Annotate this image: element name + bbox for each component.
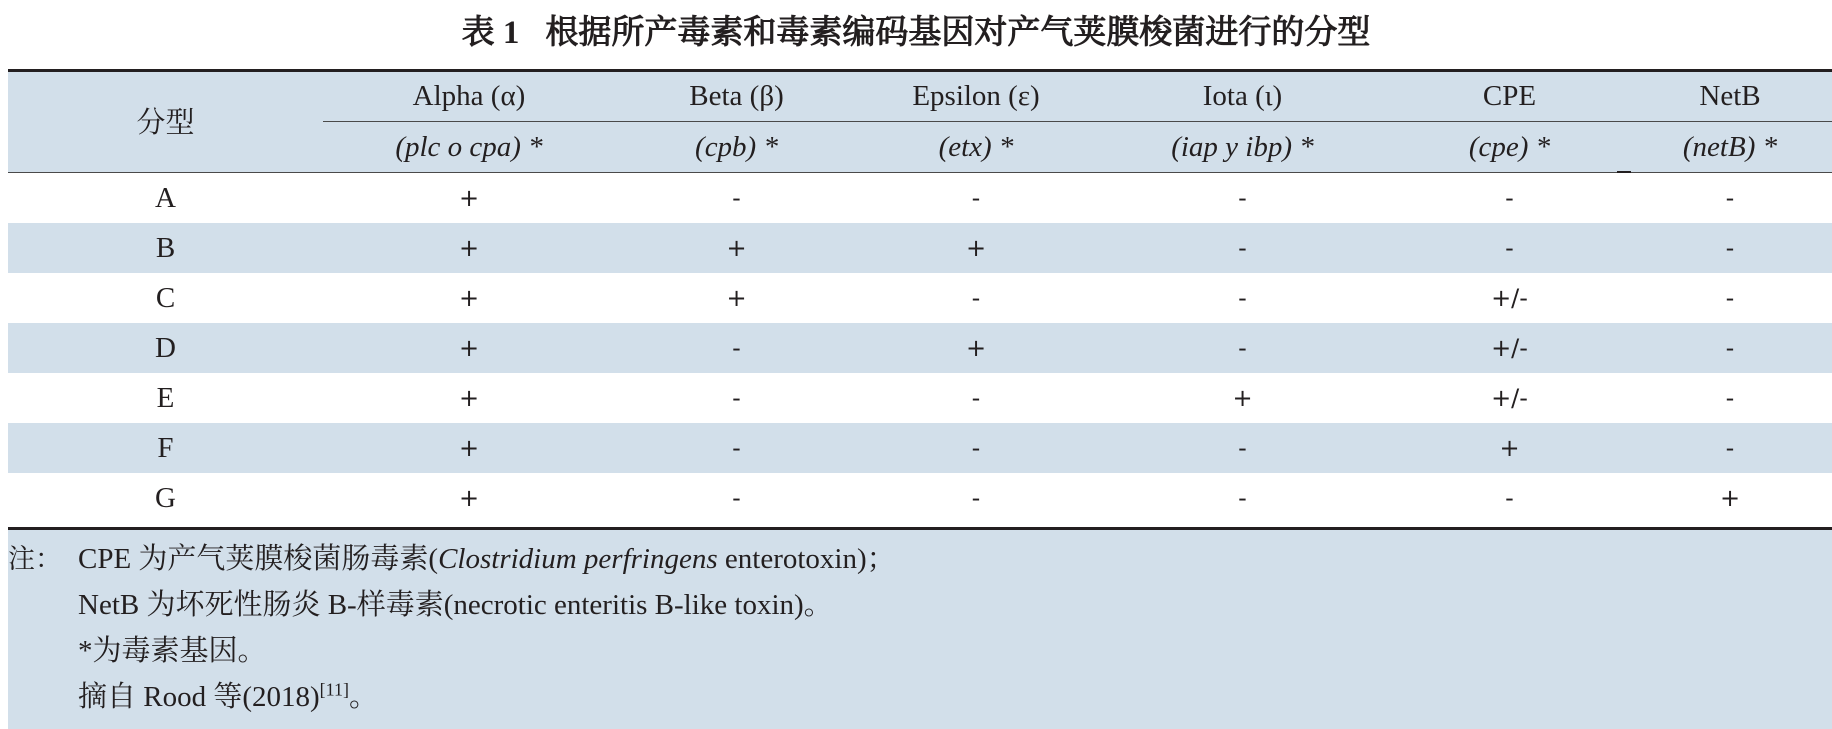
- table-cell: -: [615, 423, 858, 473]
- column-header-alpha: Alpha (α): [412, 80, 526, 112]
- column-gene-cpe: (cpe) *: [1468, 131, 1551, 163]
- column-gene-iota: (iap y ibp) *: [1171, 131, 1314, 163]
- row-type: C: [155, 281, 176, 314]
- table-cell: +: [858, 323, 1094, 373]
- note-line-cpe: [8, 536, 1808, 582]
- table-row: [8, 223, 1832, 273]
- row-type: E: [156, 381, 175, 414]
- table-cell: -: [732, 384, 741, 412]
- table-cell: -: [1094, 323, 1391, 373]
- table-cell: +: [1719, 484, 1741, 512]
- table-cell: +: [323, 223, 615, 273]
- table-cell: -: [615, 323, 858, 373]
- note-line-source: [8, 674, 1808, 720]
- note-species-name: Clostridium perfringens: [438, 543, 718, 575]
- table-cell: +: [1391, 423, 1628, 473]
- table-cell: -: [1094, 423, 1391, 473]
- row-type: G: [155, 481, 176, 514]
- table-cell: -: [1505, 184, 1514, 212]
- table-row: [8, 373, 1832, 423]
- table-cell: -: [1725, 284, 1735, 312]
- table-cell: +/-: [1491, 284, 1528, 312]
- table-cell: -: [1238, 284, 1247, 312]
- table-cell: +: [458, 184, 480, 212]
- table-cell: +/-: [1391, 323, 1628, 373]
- table-cell: +: [323, 323, 615, 373]
- note-source-text: 摘自 Rood 等(2018): [78, 681, 320, 713]
- table-cell: +: [1232, 384, 1253, 412]
- note-source-tail: 。: [349, 681, 379, 713]
- table-cell: +: [323, 423, 615, 473]
- column-gene-alpha: (plc o cpa) *: [395, 131, 543, 163]
- table-number: 表 1: [461, 15, 520, 51]
- note-gene-text: *为毒素基因。: [78, 635, 267, 667]
- table-row: [8, 423, 1832, 473]
- table-cell: +/-: [1491, 384, 1528, 412]
- note-line-netb: [8, 582, 1808, 628]
- table-cell: -: [971, 384, 981, 412]
- table-cell: -: [1725, 184, 1735, 212]
- note-netb-text: NetB 为坏死性肠炎 B-样毒素(necrotic enteritis B-like toxin)。: [78, 589, 833, 621]
- note-cpe-tail: enterotoxin)；: [717, 543, 896, 575]
- table-cell: +: [858, 223, 1094, 273]
- column-header-iota: Iota (ι): [1202, 80, 1283, 112]
- table-cell: -: [1505, 484, 1514, 512]
- row-type: B: [8, 223, 323, 273]
- table-cell: -: [1628, 223, 1832, 273]
- table-cell: -: [1628, 323, 1832, 373]
- row-type: A: [155, 181, 176, 214]
- table-caption: [0, 6, 1832, 58]
- header-sub-rule: [323, 121, 1832, 122]
- type-column-header: 分型: [136, 105, 195, 139]
- table-cell: +: [458, 284, 480, 312]
- table-title: 根据所产毒素和毒素编码基因对产气荚膜梭菌进行的分型: [545, 12, 1371, 51]
- note-prefix: 注：: [8, 544, 62, 575]
- table-cell: -: [1725, 384, 1735, 412]
- column-header-epsilon: Epsilon (ε): [912, 80, 1040, 112]
- table-row: [8, 173, 1832, 223]
- typing-table: [8, 173, 1832, 523]
- table-cell: -: [971, 484, 981, 512]
- table-cell: -: [1094, 223, 1391, 273]
- row-type: F: [8, 423, 323, 473]
- note-citation: [11]: [319, 679, 349, 700]
- table-row: [8, 273, 1832, 323]
- table-cell: -: [732, 484, 741, 512]
- table-cell: +: [458, 384, 480, 412]
- table-cell: -: [732, 184, 741, 212]
- table-cell: -: [971, 184, 981, 212]
- table-cell: -: [1391, 223, 1628, 273]
- table-row: [8, 323, 1832, 373]
- table-cell: +: [458, 484, 480, 512]
- table-cell: -: [858, 423, 1094, 473]
- column-header-netb: NetB: [1699, 80, 1761, 112]
- column-header-cpe: CPE: [1482, 80, 1537, 112]
- column-header-beta: Beta (β): [689, 80, 784, 112]
- table-cell: -: [1238, 484, 1247, 512]
- bottom-rule: [8, 527, 1832, 530]
- table-cell: +: [726, 284, 747, 312]
- note-cpe-text: CPE 为产气荚膜梭菌肠毒素(: [78, 543, 439, 575]
- table-cell: -: [1238, 184, 1247, 212]
- table-cell: -: [1628, 423, 1832, 473]
- table-cell: -: [971, 284, 981, 312]
- column-gene-epsilon: (etx) *: [938, 131, 1014, 163]
- table-cell: +: [615, 223, 858, 273]
- table-row: [8, 473, 1832, 523]
- table-notes: [8, 536, 1808, 720]
- column-gene-beta: (cpb) *: [695, 131, 778, 163]
- column-gene-netb: (netB) *: [1682, 131, 1778, 163]
- note-line-gene: [8, 628, 1808, 674]
- row-type: D: [8, 323, 323, 373]
